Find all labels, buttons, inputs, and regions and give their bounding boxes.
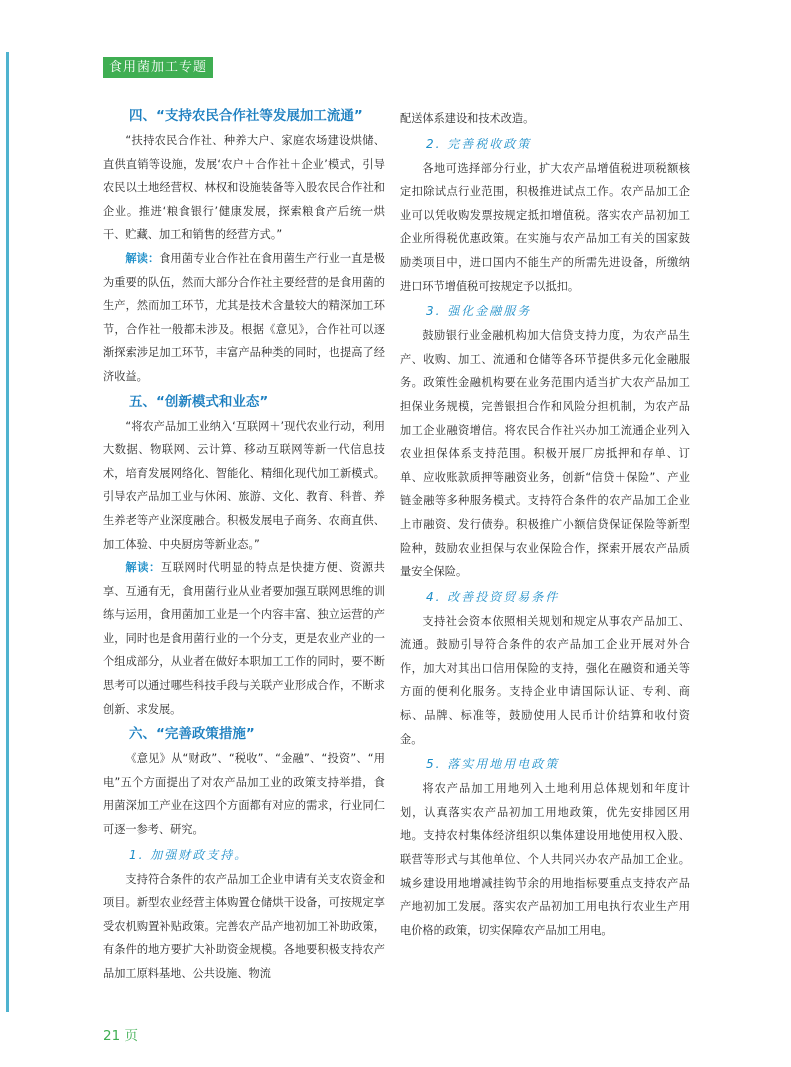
subsection-4-title: 4. 改善投资贸易条件 (426, 589, 560, 604)
subsection-3-body: 鼓励银行业金融机构加大信贷支持力度，为农产品生产、收购、加工、流通和仓储等各环节提供多元化金融服务。政策性金融机构要在业务范围内适当扩大农产品加工担保业务规模，完善银担合作和风险分担机制，为农产品加工企业融资增信。将农民合作社兴办加工流通企业列入农业担保体系支持范围。积极开展厂房抵押和存单、订单、应收账款质押等融资业务，创新“信贷＋保险”、产业链金融等多种服务模式。支持符合条件的农产品加工企业上市融资、发行债券。积极推广小额信贷保证保险等新型险种，鼓励农业担保与农业保险合作，探索开展农产品质量安全保险。 (400, 329, 690, 579)
section-6-body: 《意见》从“财政”、“税收”、“金融”、“投资”、“用电”五个方面提出了对农产品加工业的政策支持举措，食用菌深加工产业在这四个方面都有对应的需求，行业同仁可逐一参考、研究。 (103, 752, 385, 837)
subsection-2-body: 各地可选择部分行业，扩大农产品增值税进项税额核定扣除试点行业范围，积极推进试点工作。农产品加工企业可以凭收购发票按规定抵扣增值税。落实农产品初加工企业所得税优惠政策。在实施与农产品加工有关的国家鼓励类项目中，进口国内不能生产的所需先进设备，所缴纳进口环节增值税可按规定予以抵扣。 (400, 161, 690, 293)
section-4-quote: “扶持农民合作社、种养大户、家庭农场建设烘储、直供直销等设施，发展‘农户＋合作社＋企业’模式，引导农民以土地经营权、林权和设施装备等入股农民合作社和企业。推进‘粮食银行’健康发展，探索粮食产后统一烘干、贮藏、加工和销售的经营方式。” (103, 134, 385, 242)
page-number: 21 页 (103, 1028, 138, 1044)
continued-text: 配送体系建设和技术改造。 (400, 112, 535, 125)
section-tag: 食用菌加工专题 (103, 57, 213, 78)
commentary-label: 解读： (125, 561, 161, 575)
section-5-commentary (103, 556, 385, 721)
page-edge-bar (0, 0, 14, 1067)
subsection-4-body: 支持社会资本依照相关规划和规定从事农产品加工、流通。鼓励引导符合条件的农产品加工企业开展对外合作，加大对其出口信用保险的支持，强化在融资和通关等方面的便利化服务。支持企业申请国际认证、专利、商标、品牌、标准等，鼓励使用人民币计价结算和收付资金。 (400, 614, 690, 746)
commentary-text: 食用菌专业合作社在食用菌生产行业一直是极为重要的队伍，然而大部分合作社主要经营的是食用菌的生产，然而加工环节，尤其是技术含量较大的精深加工环节，合作社一般都未涉及。根据《意见》，合作社可以逐渐探索涉足加工环节，丰富产品种类的同时，也提高了经济收益。 (103, 251, 385, 383)
commentary-text: 互联网时代明显的特点是快捷方便、资源共享、互通有无，食用菌行业从业者要加强互联网思维的训练与运用，食用菌加工业是一个内容丰富、独立运营的产业，同时也是食用菌行业的一个分支，更是农业产业的一个组成部分，从业者在做好本职加工工作的同时，要不断思考可以通过哪些科技手段与关联产业形成合作，不断求创新、求发展。 (103, 561, 385, 716)
section-4-commentary (103, 247, 385, 389)
left-column (103, 103, 385, 986)
subsection-1-title: 1. 加强财政支持。 (129, 847, 249, 862)
section-5-title: 五、“创新模式和业态” (129, 393, 269, 410)
right-column (400, 107, 690, 942)
commentary-label: 解读： (125, 251, 160, 265)
section-5-quote: “将农产品加工业纳入‘互联网＋’现代农业行动，利用大数据、物联网、云计算、移动互联网等新一代信息技术，培育发展网络化、智能化、精细化现代加工新模式。引导农产品加工业与休闲、旅游、文化、教育、科普、养生养老等产业深度融合。积极发展电子商务、农商直供、加工体验、中央厨房等新业态。” (103, 419, 385, 551)
subsection-3-title: 3. 强化金融服务 (426, 304, 532, 319)
section-4-title: 四、“支持农民合作社等发展加工流通” (129, 108, 363, 124)
subsection-2-title: 2. 完善税收政策 (426, 136, 532, 151)
section-6-title: 六、“完善政策措施” (129, 726, 255, 743)
subsection-5-body: 将农产品加工用地列入土地利用总体规划和年度计划，认真落实农产品初加工用地政策，优先安排园区用地。支持农村集体经济组织以集体建设用地使用权入股、联营等形式与其他单位、个人共同兴办农产品加工企业。城乡建设用地增减挂钩节余的用地指标要重点支持农产品产地初加工发展。落实农产品初加工用电执行农业生产用电价格的政策，切实保障农产品加工用电。 (400, 782, 690, 937)
subsection-1-body: 支持符合条件的农产品加工企业申请有关支农资金和项目。新型农业经营主体购置仓储烘干设备，可按规定享受农机购置补贴政策。完善农产品产地初加工补助政策，有条件的地方要扩大补助资金规模。各地要积极支持农产品加工原料基地、公共设施、物流 (103, 872, 385, 980)
subsection-5-title: 5. 落实用地用电政策 (426, 757, 560, 772)
